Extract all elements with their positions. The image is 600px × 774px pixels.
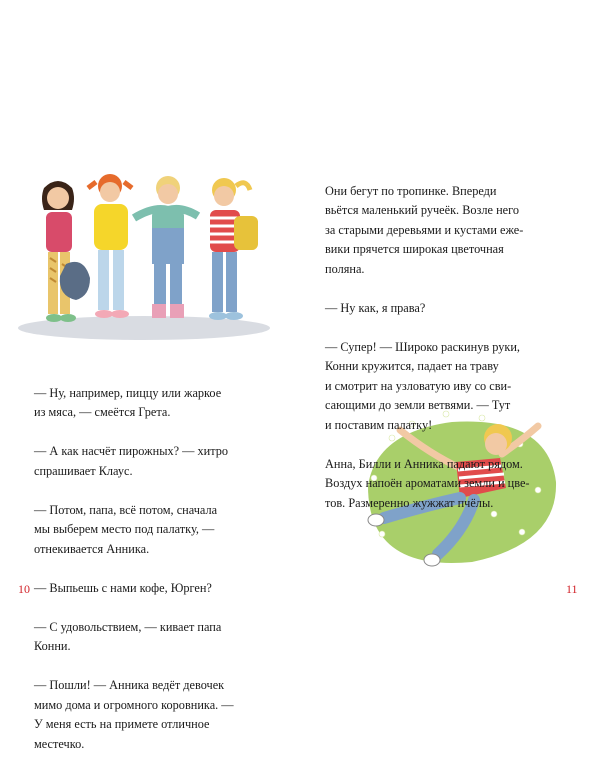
girls-illustration — [14, 168, 276, 344]
paragraph: Они бегут по тропинке. Впереди вьётся маленький ручеёк. Возле него за старыми деревьями и кустами еже- вики прячется широкая цветочная поляна. — [325, 183, 524, 276]
page-number-left: 10 — [18, 582, 30, 596]
right-page-text — [325, 162, 569, 533]
page-number-right: 11 — [566, 582, 578, 596]
paragraph: — Ну, например, пиццу или жаркое из мяса, — смеётся Грета. — [34, 385, 222, 419]
paragraph: — Ну как, я права? — [325, 300, 426, 315]
left-page-text — [34, 364, 268, 774]
paragraph: Анна, Билли и Анника падают рядом. Воздух напоён ароматами земли и цве- тов. Размеренно жужжат пчёлы. — [325, 456, 530, 510]
paragraph: — С удовольствием, — кивает папа Конни. — [34, 619, 222, 653]
paragraph: — Потом, папа, всё потом, сначала мы выберем место под палатку, — отнекивается Анника. — [34, 502, 218, 556]
paragraph: — Пошли! — Анника ведёт девочек мимо дома и огромного коровника. — У меня есть на примете отличное местечко. — [34, 678, 234, 751]
paragraph: — Выпьешь с нами кофе, Юрген? — [34, 580, 212, 595]
paragraph: — А как насчёт пирожных? — хитро спрашивает Клаус. — [34, 444, 229, 478]
paragraph: — Супер! — Широко раскинув руки, Конни кружится, падает на траву и смотрит на узловатую иву со сви- сающими до земли ветвями. — Тут и поставим палатку! — [325, 339, 520, 432]
